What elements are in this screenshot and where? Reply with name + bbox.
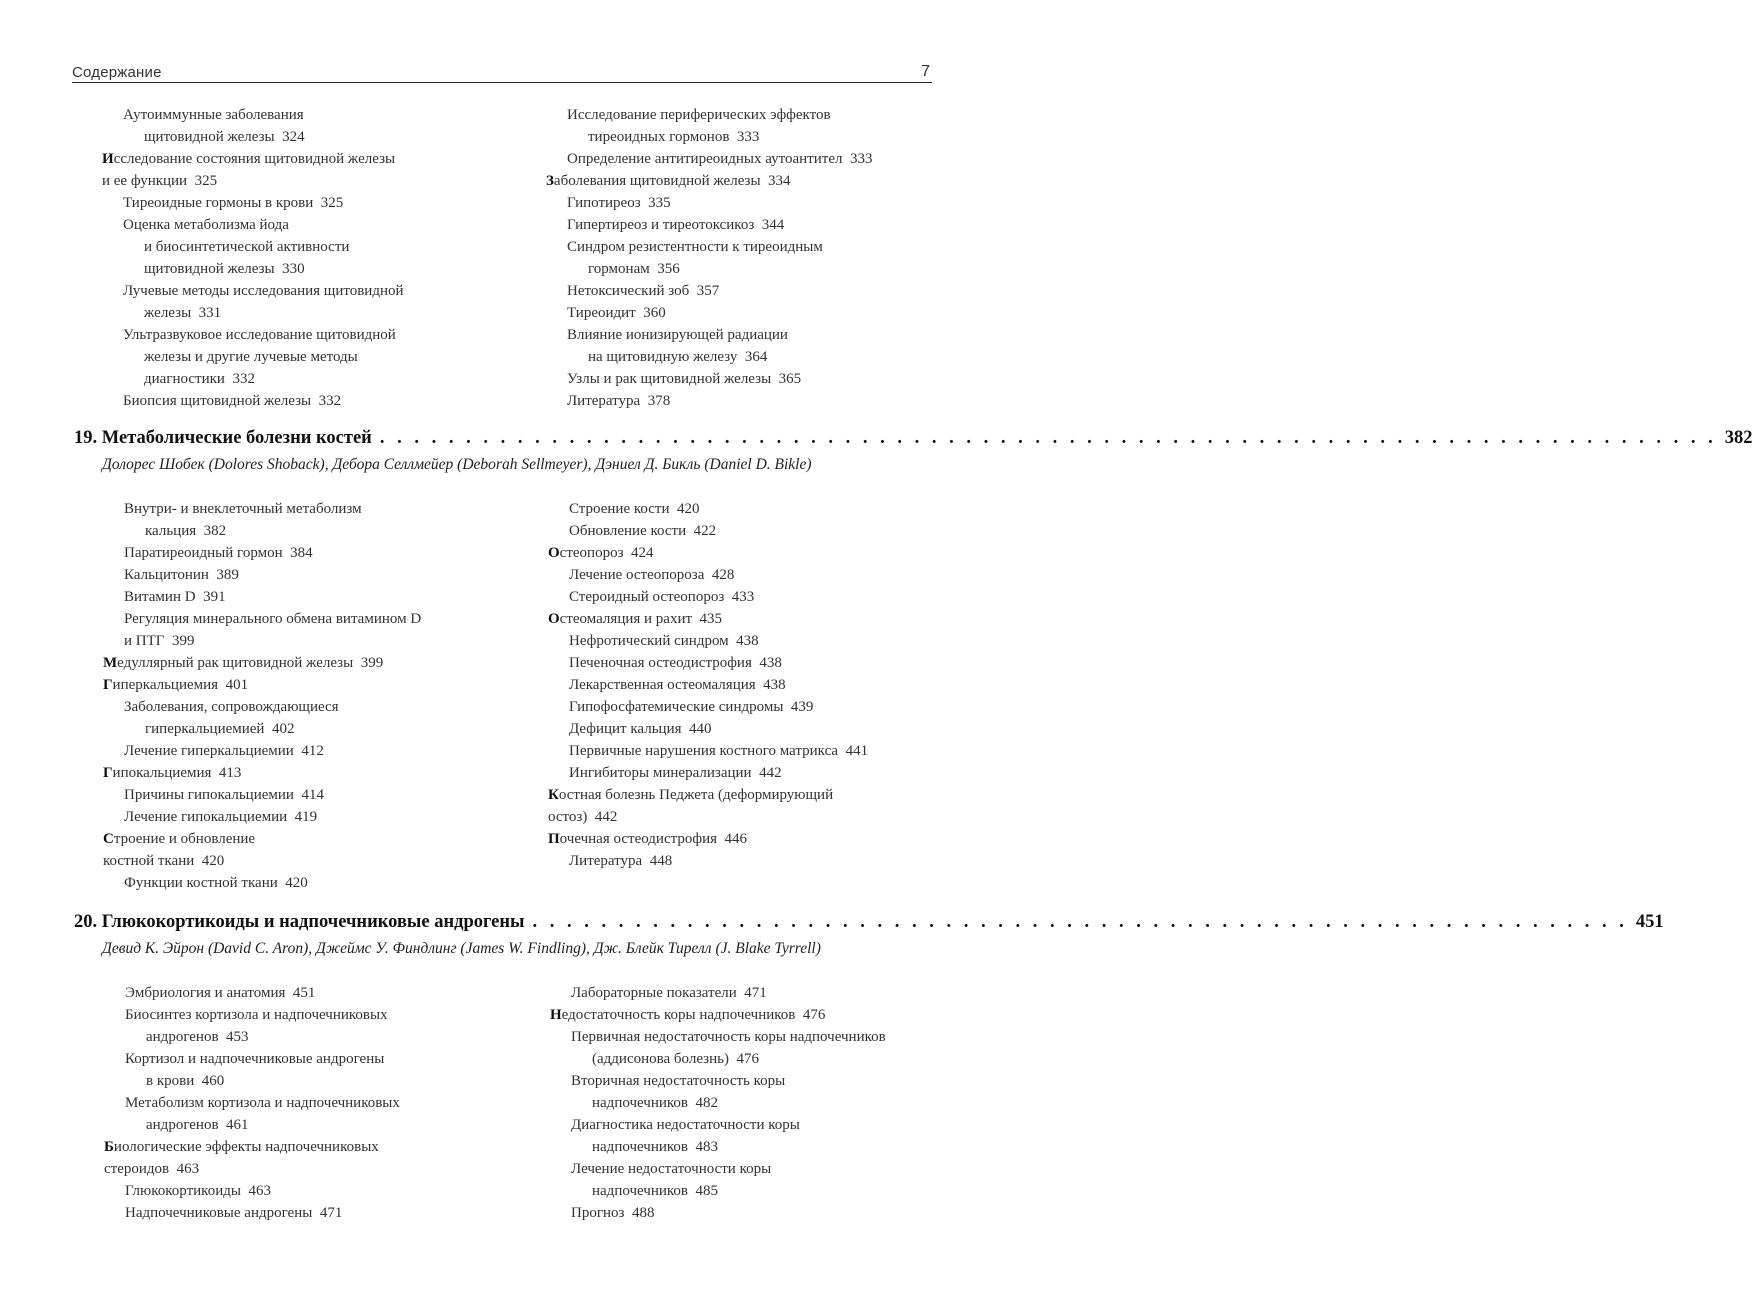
entry-title: щитовидной железы — [144, 261, 275, 277]
entry-page-number: 344 — [761, 217, 785, 233]
entry-title: Биосинтез кортизола и надпочечниковых — [125, 1007, 388, 1023]
entry-title: надпочечников — [592, 1139, 688, 1155]
toc-subentry[interactable] — [103, 586, 421, 608]
entry-title: Литература — [567, 393, 641, 409]
toc-subentry[interactable] — [104, 1070, 400, 1092]
entry-title: Печеночная остеодистрофия — [569, 655, 752, 671]
toc-column-right — [546, 104, 872, 412]
entry-page-number: 420 — [201, 853, 225, 869]
entry-page-number: 389 — [216, 567, 239, 583]
toc-subentry[interactable] — [546, 258, 872, 280]
chapter-heading-20[interactable] — [74, 912, 1664, 938]
chapter-heading-19[interactable] — [74, 428, 1752, 454]
entry-initial: М — [103, 655, 118, 671]
entry-title: Лечение остеопороза — [569, 567, 705, 583]
toc-subentry[interactable] — [104, 1092, 400, 1114]
entry-title: Биопсия щитовидной железы — [123, 393, 312, 409]
entry-title: Нефротический синдром — [569, 633, 729, 649]
toc-subentry[interactable] — [546, 324, 872, 346]
toc-subentry[interactable] — [546, 346, 872, 368]
entry-title: Первичная недостаточность коры надпочечников — [571, 1029, 886, 1045]
toc-subentry[interactable] — [103, 520, 421, 542]
entry-page-number: 453 — [226, 1029, 249, 1045]
toc-subentry[interactable] — [548, 520, 868, 542]
entry-page-number: 442 — [759, 765, 782, 781]
entry-title: Внутри- и внеклеточный метаболизм — [124, 501, 362, 517]
entry-title: Ультразвуковое исследование щитовидной — [123, 327, 396, 343]
running-header-title: Содержание — [72, 64, 162, 81]
toc-column-right — [550, 982, 886, 1224]
toc-subentry[interactable] — [548, 564, 868, 586]
toc-subentry[interactable] — [102, 368, 404, 390]
entry-page-number: 476 — [802, 1007, 826, 1023]
entry-page-number: 325 — [320, 195, 344, 211]
toc-subentry[interactable] — [548, 762, 868, 784]
entry-title: Тиреоидит — [567, 305, 636, 321]
entry-title: Лечение гиперкальциемии — [124, 743, 294, 759]
entry-page-number: 413 — [218, 765, 242, 781]
toc-subentry[interactable] — [548, 674, 868, 696]
entry-title: Синдром резистентности к тиреоидным — [567, 239, 823, 255]
entry-page-number: 399 — [171, 633, 195, 649]
toc-subentry[interactable] — [548, 696, 868, 718]
toc-subentry[interactable] — [102, 192, 404, 214]
entry-page-number: 476 — [736, 1051, 759, 1067]
entry-title: троение и обновление — [113, 831, 256, 847]
entry-title: Нетоксический зоб — [567, 283, 690, 299]
entry-title: стероидов — [104, 1161, 170, 1177]
entry-page-number: 333 — [849, 151, 873, 167]
entry-title: костной ткани — [103, 853, 195, 869]
entry-title: Строение кости — [569, 501, 670, 517]
entry-title: тиреоидных гормонов — [588, 129, 730, 145]
running-header — [72, 58, 932, 83]
entry-title: Лечение недостаточности коры — [571, 1161, 772, 1177]
toc-subentry[interactable] — [550, 1070, 886, 1092]
entry-title: Дефицит кальция — [569, 721, 682, 737]
entry-title: сследование состояния щитовидной железы — [113, 151, 396, 167]
toc-subentry[interactable] — [548, 498, 868, 520]
toc-subentry[interactable] — [548, 718, 868, 740]
entry-initial: Н — [550, 1007, 562, 1023]
entry-title: Метаболизм кортизола и надпочечниковых — [125, 1095, 400, 1111]
leader-dots: . . . . . . . . . . . . . . . . . . . . . . . . . . . . . . . . . . . . . . . . . . . . . . . . . . . . . . . . . . . . . . . . — [532, 912, 1628, 932]
toc-subentry[interactable] — [104, 982, 400, 1004]
entry-title: и ПТГ — [124, 633, 165, 649]
entry-title: ипокальциемия — [112, 765, 212, 781]
toc-subentry[interactable] — [546, 192, 872, 214]
entry-title: остная болезнь Педжета (деформирующий — [558, 787, 834, 803]
toc-subentry[interactable] — [550, 1202, 886, 1224]
toc-subentry[interactable] — [102, 390, 404, 412]
entry-title: Исследование периферических эффектов — [567, 107, 831, 123]
toc-subentry[interactable] — [550, 1114, 886, 1136]
entry-title: стеопороз — [559, 545, 624, 561]
toc-subentry[interactable] — [104, 1114, 400, 1136]
entry-title: Глюкокортикоиды — [125, 1183, 241, 1199]
entry-title: надпочечников — [592, 1183, 688, 1199]
toc-subentry[interactable] — [103, 564, 421, 586]
toc-section-entry[interactable] — [546, 170, 872, 192]
entry-initial: Г — [103, 677, 113, 693]
chapter-authors-20: Девид К. Эйрон (David C. Aron), Джеймс У. Финдлинг (James W. Findling), Дж. Блейк Тирелл (J. Blake Tyrrell) — [102, 940, 821, 957]
entry-initial: Б — [104, 1139, 114, 1155]
entry-page-number: 382 — [203, 523, 227, 539]
toc-column-right — [548, 498, 868, 872]
entry-title: Надпочечниковые андрогены — [125, 1205, 313, 1221]
toc-subentry[interactable] — [103, 806, 421, 828]
entry-title: Обновление кости — [569, 523, 687, 539]
entry-initial: П — [548, 831, 560, 847]
entry-initial: Г — [103, 765, 113, 781]
entry-page-number: 412 — [301, 743, 324, 759]
entry-page-number: 485 — [695, 1183, 718, 1199]
entry-page-number: 424 — [631, 545, 654, 561]
entry-title: Регуляция минерального обмена витамином D — [124, 611, 422, 627]
entry-title: кальция — [145, 523, 197, 539]
entry-page-number: 325 — [194, 173, 218, 189]
toc-subentry[interactable] — [550, 982, 886, 1004]
toc-subentry[interactable] — [550, 1092, 886, 1114]
entry-title: андрогенов — [146, 1117, 219, 1133]
toc-subentry[interactable] — [550, 1158, 886, 1180]
entry-page-number: 378 — [647, 393, 671, 409]
entry-page-number: 441 — [845, 743, 869, 759]
entry-page-number: 365 — [778, 371, 802, 387]
entry-title: Гипотиреоз — [567, 195, 641, 211]
entry-title: Гипертиреоз и тиреотоксикоз — [567, 217, 755, 233]
entry-title: андрогенов — [146, 1029, 219, 1045]
entry-title: остоз) — [548, 809, 588, 825]
toc-subentry[interactable] — [102, 258, 404, 280]
entry-initial: О — [548, 545, 560, 561]
entry-page-number: 332 — [318, 393, 342, 409]
entry-title: Заболевания, сопровождающиеся — [124, 699, 339, 715]
toc-subentry[interactable] — [102, 324, 404, 346]
toc-subentry[interactable] — [546, 368, 872, 390]
entry-title: Влияние ионизирующей радиации — [567, 327, 788, 343]
entry-title: Кальцитонин — [124, 567, 209, 583]
entry-title: Узлы и рак щитовидной железы — [567, 371, 772, 387]
toc-subentry[interactable] — [546, 280, 872, 302]
toc-subentry[interactable] — [546, 104, 872, 126]
entry-page-number: 471 — [744, 985, 767, 1001]
entry-title: аболевания щитовидной железы — [553, 173, 761, 189]
entry-title: Аутоиммунные заболевания — [123, 107, 304, 123]
entry-title: Лабораторные показатели — [571, 985, 737, 1001]
toc-column-left — [104, 982, 400, 1224]
toc-section-entry[interactable] — [548, 784, 868, 806]
entry-page-number: 435 — [699, 611, 723, 627]
entry-title: иперкальциемия — [112, 677, 219, 693]
entry-page-number: 331 — [198, 305, 222, 321]
entry-page-number: 391 — [203, 589, 226, 605]
toc-subentry[interactable] — [104, 1048, 400, 1070]
entry-title: надпочечников — [592, 1095, 688, 1111]
toc-subentry[interactable] — [550, 1136, 886, 1158]
toc-section-entry[interactable] — [104, 1136, 400, 1158]
entry-page-number: 419 — [294, 809, 318, 825]
entry-title: Литература — [569, 853, 643, 869]
toc-subentry[interactable] — [546, 214, 872, 236]
toc-subentry[interactable] — [103, 630, 421, 652]
entry-page-number: 357 — [696, 283, 720, 299]
entry-page-number: 335 — [648, 195, 671, 211]
entry-title: Ингибиторы минерализации — [569, 765, 752, 781]
entry-page-number: 438 — [763, 677, 786, 693]
entry-title: диагностики — [144, 371, 225, 387]
entry-title: гормонам — [588, 261, 650, 277]
toc-subentry[interactable] — [548, 850, 868, 872]
toc-subentry[interactable] — [546, 148, 872, 170]
entry-title: Прогноз — [571, 1205, 625, 1221]
toc-subentry[interactable] — [546, 236, 872, 258]
entry-page-number: 420 — [285, 875, 308, 891]
entry-title: железы — [144, 305, 192, 321]
entry-initial: К — [548, 787, 559, 803]
entry-page-number: 356 — [657, 261, 680, 277]
entry-title: едуллярный рак щитовидной железы — [117, 655, 354, 671]
entry-title: Стероидный остеопороз — [569, 589, 725, 605]
toc-section-entry[interactable] — [102, 170, 404, 192]
toc-subentry[interactable] — [546, 390, 872, 412]
entry-title: Определение антитиреоидных аутоантител — [567, 151, 843, 167]
toc-section-entry[interactable] — [103, 674, 421, 696]
toc-subentry[interactable] — [102, 214, 404, 236]
entry-title: Диагностика недостаточности коры — [571, 1117, 800, 1133]
entry-page-number: 422 — [693, 523, 717, 539]
chapter-page-number: 451 — [1635, 912, 1664, 932]
entry-title: Вторичная недостаточность коры — [571, 1073, 786, 1089]
toc-subentry[interactable] — [548, 740, 868, 762]
entry-page-number: 384 — [290, 545, 313, 561]
entry-page-number: 448 — [649, 853, 673, 869]
entry-initial: И — [102, 151, 114, 167]
toc-section-entry[interactable] — [548, 806, 868, 828]
entry-page-number: 324 — [282, 129, 305, 145]
toc-column-left — [103, 498, 421, 894]
entry-page-number: 488 — [631, 1205, 655, 1221]
toc-subentry[interactable] — [103, 740, 421, 762]
entry-initial: З — [546, 173, 554, 189]
entry-page-number: 438 — [736, 633, 759, 649]
entry-page-number: 442 — [594, 809, 618, 825]
entry-page-number: 433 — [731, 589, 755, 605]
entry-title: на щитовидную железу — [588, 349, 738, 365]
toc-section-entry[interactable] — [103, 762, 421, 784]
entry-page-number: 399 — [360, 655, 384, 671]
entry-title: (аддисонова болезнь) — [592, 1051, 729, 1067]
toc-subentry[interactable] — [102, 104, 404, 126]
entry-title: Лечение гипокальциемии — [124, 809, 288, 825]
entry-page-number: 332 — [232, 371, 255, 387]
entry-page-number: 402 — [271, 721, 295, 737]
toc-subentry[interactable] — [103, 718, 421, 740]
entry-page-number: 439 — [790, 699, 814, 715]
leader-dots: . . . . . . . . . . . . . . . . . . . . . . . . . . . . . . . . . . . . . . . . . . . . . . . . . . . . . . . . . . . . . . . . . . . . . . . . . . . . . . — [379, 428, 1717, 448]
entry-title: в крови — [146, 1073, 195, 1089]
entry-title: Витамин D — [124, 589, 196, 605]
toc-section-entry[interactable] — [548, 828, 868, 850]
entry-page-number: 334 — [768, 173, 791, 189]
entry-title: Оценка метаболизма йода — [123, 217, 289, 233]
toc-subentry[interactable] — [104, 1026, 400, 1048]
entry-title: и ее функции — [102, 173, 188, 189]
toc-subentry[interactable] — [550, 1180, 886, 1202]
toc-subentry[interactable] — [548, 586, 868, 608]
toc-section-entry[interactable] — [550, 1004, 886, 1026]
entry-page-number: 428 — [711, 567, 735, 583]
entry-title: щитовидной железы — [144, 129, 275, 145]
entry-page-number: 330 — [282, 261, 305, 277]
entry-page-number: 451 — [292, 985, 316, 1001]
entry-title: Эмбриология и анатомия — [125, 985, 286, 1001]
toc-column-left — [102, 104, 404, 412]
entry-page-number: 461 — [226, 1117, 249, 1133]
toc-subentry[interactable] — [104, 1202, 400, 1224]
toc-subentry[interactable] — [103, 542, 421, 564]
toc-subentry[interactable] — [103, 608, 421, 630]
entry-page-number: 440 — [689, 721, 712, 737]
toc-subentry[interactable] — [103, 498, 421, 520]
entry-title: Паратиреоидный гормон — [124, 545, 283, 561]
entry-page-number: 360 — [643, 305, 666, 321]
toc-section-entry[interactable] — [103, 850, 421, 872]
entry-title: Первичные нарушения костного матрикса — [569, 743, 839, 759]
entry-title: гиперкальциемией — [145, 721, 265, 737]
page-number: 7 — [921, 63, 930, 80]
entry-title: Тиреоидные гормоны в крови — [123, 195, 314, 211]
entry-page-number: 460 — [201, 1073, 225, 1089]
entry-page-number: 401 — [225, 677, 249, 693]
toc-section-entry[interactable] — [104, 1158, 400, 1180]
entry-page-number: 471 — [319, 1205, 343, 1221]
toc-section-entry[interactable] — [548, 608, 868, 630]
entry-page-number: 463 — [248, 1183, 271, 1199]
toc-subentry[interactable] — [102, 280, 404, 302]
entry-page-number: 446 — [724, 831, 748, 847]
toc-section-entry[interactable] — [103, 652, 421, 674]
toc-subentry[interactable] — [103, 784, 421, 806]
toc-subentry[interactable] — [548, 652, 868, 674]
toc-subentry[interactable] — [104, 1004, 400, 1026]
entry-page-number: 420 — [677, 501, 700, 517]
toc-section-entry[interactable] — [548, 542, 868, 564]
toc-subentry[interactable] — [103, 696, 421, 718]
entry-page-number: 364 — [744, 349, 768, 365]
toc-subentry[interactable] — [548, 630, 868, 652]
entry-title: железы и другие лучевые методы — [144, 349, 358, 365]
entry-page-number: 333 — [736, 129, 760, 145]
entry-page-number: 438 — [759, 655, 782, 671]
toc-subentry[interactable] — [104, 1180, 400, 1202]
toc-subentry[interactable] — [550, 1048, 886, 1070]
chapter-page-number: 382 — [1724, 428, 1752, 448]
entry-title: едостаточность коры надпочечников — [561, 1007, 796, 1023]
entry-title: Лучевые методы исследования щитовидной — [123, 283, 404, 299]
toc-subentry[interactable] — [102, 302, 404, 324]
entry-initial: С — [103, 831, 114, 847]
toc-subentry[interactable] — [546, 126, 872, 148]
toc-subentry[interactable] — [103, 872, 421, 894]
entry-title: Лекарственная остеомаляция — [569, 677, 756, 693]
toc-subentry[interactable] — [102, 236, 404, 258]
entry-page-number: 483 — [695, 1139, 718, 1155]
entry-initial: О — [548, 611, 560, 627]
entry-title: Гипофосфатемические синдромы — [569, 699, 784, 715]
toc-subentry[interactable] — [546, 302, 872, 324]
entry-page-number: 482 — [695, 1095, 718, 1111]
toc-section-entry[interactable] — [102, 148, 404, 170]
entry-title: Кортизол и надпочечниковые андрогены — [125, 1051, 385, 1067]
entry-title: Причины гипокальциемии — [124, 787, 294, 803]
toc-subentry[interactable] — [102, 126, 404, 148]
entry-title: очечная остеодистрофия — [559, 831, 718, 847]
entry-page-number: 414 — [301, 787, 324, 803]
chapter-title: 20. Глюкокортикоиды и надпочечниковые андрогены — [74, 912, 525, 932]
chapter-title: 19. Метаболические болезни костей — [74, 428, 372, 448]
entry-title: иологические эффекты надпочечниковых — [113, 1139, 379, 1155]
toc-subentry[interactable] — [102, 346, 404, 368]
entry-title: стеомаляция и рахит — [559, 611, 693, 627]
toc-section-entry[interactable] — [103, 828, 421, 850]
entry-page-number: 463 — [176, 1161, 200, 1177]
entry-title: и биосинтетической активности — [144, 239, 350, 255]
toc-subentry[interactable] — [550, 1026, 886, 1048]
entry-title: Функции костной ткани — [124, 875, 278, 891]
chapter-authors-19: Долорес Шобек (Dolores Shoback), Дебора Селлмейер (Deborah Sellmeyer), Дэниел Д. Бикль (Daniel D. Bikle) — [102, 456, 812, 473]
